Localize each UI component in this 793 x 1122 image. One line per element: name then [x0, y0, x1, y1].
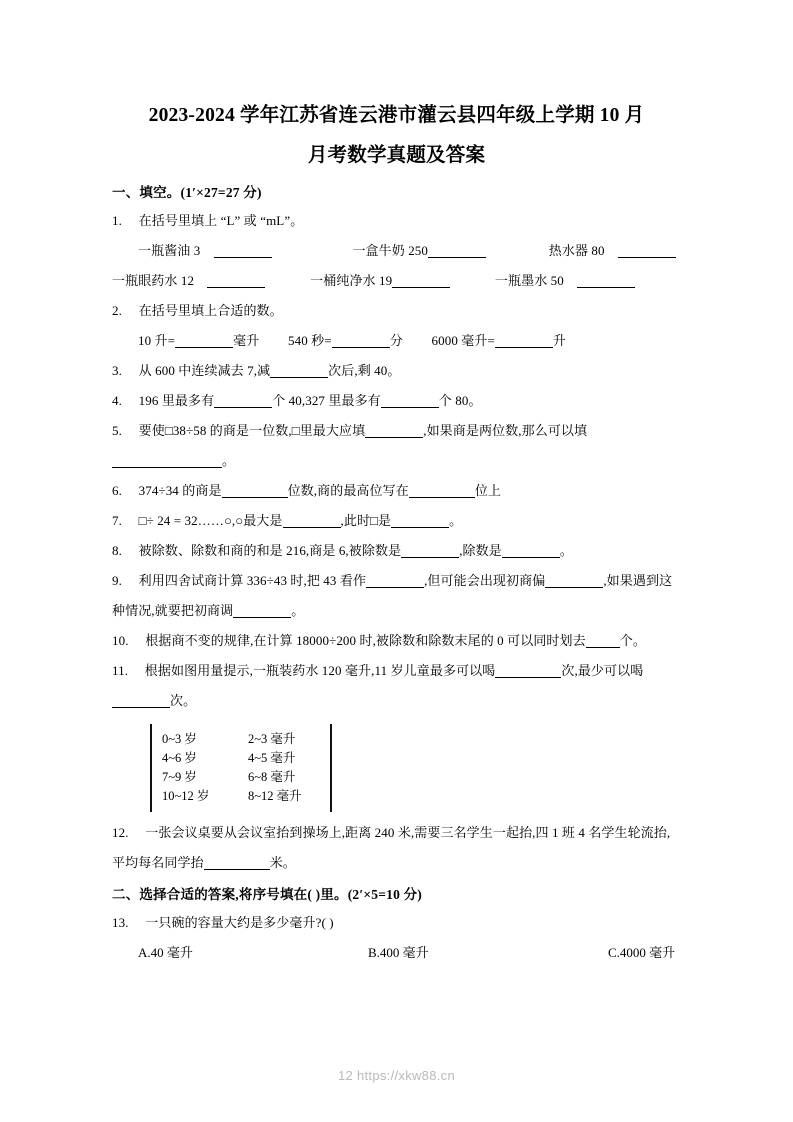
question-7-part-2: ,此时□是: [340, 513, 392, 528]
question-4-part-3: 个 80。: [438, 393, 482, 408]
dosage-amount-3: 6~8 毫升: [248, 770, 296, 784]
question-8: [112, 536, 681, 566]
q2-blank-1[interactable]: [175, 334, 233, 348]
question-9-number: 9.: [112, 573, 122, 588]
q1-item-2-label: 一盒牛奶 250: [352, 243, 428, 258]
q1-blank-5[interactable]: [392, 274, 450, 288]
q2-item-1-post: 毫升: [233, 333, 260, 348]
q4-blank-1[interactable]: [214, 394, 272, 408]
question-6-part-3: 位上: [474, 483, 502, 498]
question-11-part-1: 根据如图用量提示,一瓶装药水 120 毫升,11 岁儿童最多可以喝: [144, 663, 496, 678]
question-2-prompt: 在括号里填上合适的数。: [138, 303, 283, 318]
q7-blank-2[interactable]: [391, 514, 449, 528]
question-6: [112, 476, 681, 506]
option-c[interactable]: C.4000 毫升: [608, 945, 676, 960]
q9-blank-3[interactable]: [233, 604, 291, 618]
question-2: [112, 296, 681, 326]
question-2-number: 2.: [112, 303, 122, 318]
question-9-part-1: 利用四舍试商计算 336÷43 时,把 43 看作: [138, 573, 367, 588]
question-11-number: 11.: [112, 663, 129, 678]
dosage-age-2: 4~6 岁: [162, 751, 197, 765]
q6-blank-2[interactable]: [409, 484, 475, 498]
q4-blank-2[interactable]: [381, 394, 439, 408]
q1-blank-3[interactable]: [618, 244, 676, 258]
question-9-part-4: 。: [291, 603, 305, 618]
q5-blank-2[interactable]: [112, 454, 222, 468]
question-8-part-2: ,除数是: [459, 543, 502, 558]
q11-blank-2[interactable]: [112, 694, 170, 708]
q1-blank-6[interactable]: [577, 274, 635, 288]
question-9-part-3: ,如果遇到这种情况,就要把初商调: [112, 573, 673, 618]
q6-blank-1[interactable]: [222, 484, 288, 498]
q2-item-1-pre: 10 升=: [138, 333, 176, 348]
question-11-part-2: 次,最少可以喝: [561, 663, 644, 678]
question-4-part-2: 个 40,327 里最多有: [272, 393, 381, 408]
question-6-number: 6.: [112, 483, 122, 498]
question-8-part-1: 被除数、除数和商的和是 216,商是 6,被除数是: [138, 543, 402, 558]
q1-item-6-label: 一瓶墨水 50: [494, 273, 564, 288]
option-b[interactable]: B.400 毫升: [368, 945, 429, 960]
option-a[interactable]: A.40 毫升: [138, 945, 193, 960]
question-11: [112, 656, 681, 716]
dosage-age-4: 10~12 岁: [162, 789, 210, 803]
q10-blank-1[interactable]: [586, 634, 620, 648]
section-heading-fill-in-blank: 一、填空。(1′×27=27 分): [112, 185, 262, 200]
question-5-part-3: 。: [222, 453, 236, 468]
q9-blank-1[interactable]: [366, 574, 424, 588]
dosage-age-1: 0~3 岁: [162, 732, 197, 746]
question-5-part-1: 要使□38÷58 的商是一位数,□里最大应填: [138, 423, 366, 438]
dosage-table-figure: [150, 724, 332, 812]
question-7-part-3: 。: [449, 513, 463, 528]
q8-blank-1[interactable]: [401, 544, 459, 558]
question-5-part-2: ,如果商是两位数,那么可以填: [423, 423, 588, 438]
question-1-row-1: [112, 236, 681, 266]
question-6-part-1: 374÷34 的商是: [138, 483, 222, 498]
question-1-number: 1.: [112, 213, 122, 228]
q2-blank-3[interactable]: [495, 334, 553, 348]
question-7: [112, 506, 681, 536]
question-1-prompt: 在括号里填上 “L” 或 “mL”。: [138, 213, 304, 228]
dosage-row: [162, 730, 326, 749]
q2-blank-2[interactable]: [332, 334, 390, 348]
q1-blank-4[interactable]: [207, 274, 265, 288]
question-2-items: [112, 326, 681, 356]
question-9: [112, 566, 681, 626]
question-3: [112, 356, 681, 386]
question-11-part-3: 次。: [170, 693, 197, 708]
question-4: [112, 386, 681, 416]
q1-item-4-label: 一瓶眼药水 12: [112, 273, 195, 288]
question-12-part-1: 一张会议桌要从会议室抬到操场上,距离 240 米,需要三名学生一起抬,四 1 班 4 名学生轮流抬,平均每名同学抬: [112, 825, 671, 870]
question-3-part-2: 次后,剩 40。: [328, 363, 401, 378]
question-10-part-2: 个。: [619, 633, 646, 648]
question-10-part-1: 根据商不变的规律,在计算 18000÷200 时,被除数和除数末尾的 0 可以同时划去: [145, 633, 586, 648]
dosage-row: [162, 768, 326, 787]
section-heading-multiple-choice: 二、选择合适的答案,将序号填在( )里。(2′×5=10 分): [112, 887, 422, 902]
question-1: [112, 206, 681, 236]
question-13-options: [112, 938, 681, 968]
title-line-2: 月考数学真题及答案: [307, 145, 486, 166]
question-9-part-2: ,但可能会出现初商偏: [424, 573, 546, 588]
q12-blank-1[interactable]: [204, 856, 270, 870]
q1-item-3-label: 热水器 80: [548, 243, 605, 258]
question-3-number: 3.: [112, 363, 122, 378]
q2-item-3-post: 升: [552, 333, 567, 348]
dosage-amount-1: 2~3 毫升: [248, 732, 296, 746]
question-12: [112, 818, 681, 878]
question-13-number: 13.: [112, 915, 129, 930]
question-13: [112, 908, 681, 938]
question-12-part-2: 米。: [269, 855, 296, 870]
question-4-number: 4.: [112, 393, 122, 408]
q1-blank-1[interactable]: [214, 244, 272, 258]
question-8-part-3: 。: [559, 543, 573, 558]
page-title: [112, 0, 681, 176]
question-13-prompt: 一只碗的容量大约是多少毫升?( ): [145, 915, 334, 930]
dosage-age-3: 7~9 岁: [162, 770, 197, 784]
question-7-number: 7.: [112, 513, 122, 528]
q2-item-2-pre: 540 秒=: [288, 333, 332, 348]
q8-blank-2[interactable]: [502, 544, 560, 558]
q2-item-3-pre: 6000 毫升=: [431, 333, 495, 348]
question-5-number: 5.: [112, 423, 122, 438]
q9-blank-2[interactable]: [545, 574, 603, 588]
footer-watermark: 12 https://xkw88.cn: [338, 1068, 455, 1083]
q1-blank-2[interactable]: [428, 244, 486, 258]
question-6-part-2: 位数,商的最高位写在: [287, 483, 409, 498]
q1-item-1-label: 一瓶酱油 3: [138, 243, 201, 258]
question-4-part-1: 196 里最多有: [138, 393, 215, 408]
q1-item-5-label: 一桶纯净水 19: [310, 273, 393, 288]
q5-blank-1[interactable]: [365, 424, 423, 438]
dosage-amount-2: 4~5 毫升: [248, 751, 296, 765]
question-8-number: 8.: [112, 543, 122, 558]
dosage-row: [162, 749, 326, 768]
question-1-row-2: [112, 266, 681, 296]
q3-blank-1[interactable]: [270, 364, 328, 378]
question-7-part-1: □÷ 24 = 32……○,○最大是: [138, 513, 283, 528]
title-line-1: 2023-2024 学年江苏省连云港市灌云县四年级上学期 10 月: [148, 105, 645, 126]
dosage-row: [162, 787, 326, 806]
question-5: [112, 416, 681, 476]
dosage-amount-4: 8~12 毫升: [248, 789, 302, 803]
question-10-number: 10.: [112, 633, 129, 648]
q7-blank-1[interactable]: [283, 514, 341, 528]
q2-item-2-post: 分: [389, 333, 403, 348]
question-10: [112, 626, 681, 656]
q11-blank-1[interactable]: [495, 664, 561, 678]
question-12-number: 12.: [112, 825, 129, 840]
question-3-part-1: 从 600 中连续减去 7,减: [138, 363, 271, 378]
